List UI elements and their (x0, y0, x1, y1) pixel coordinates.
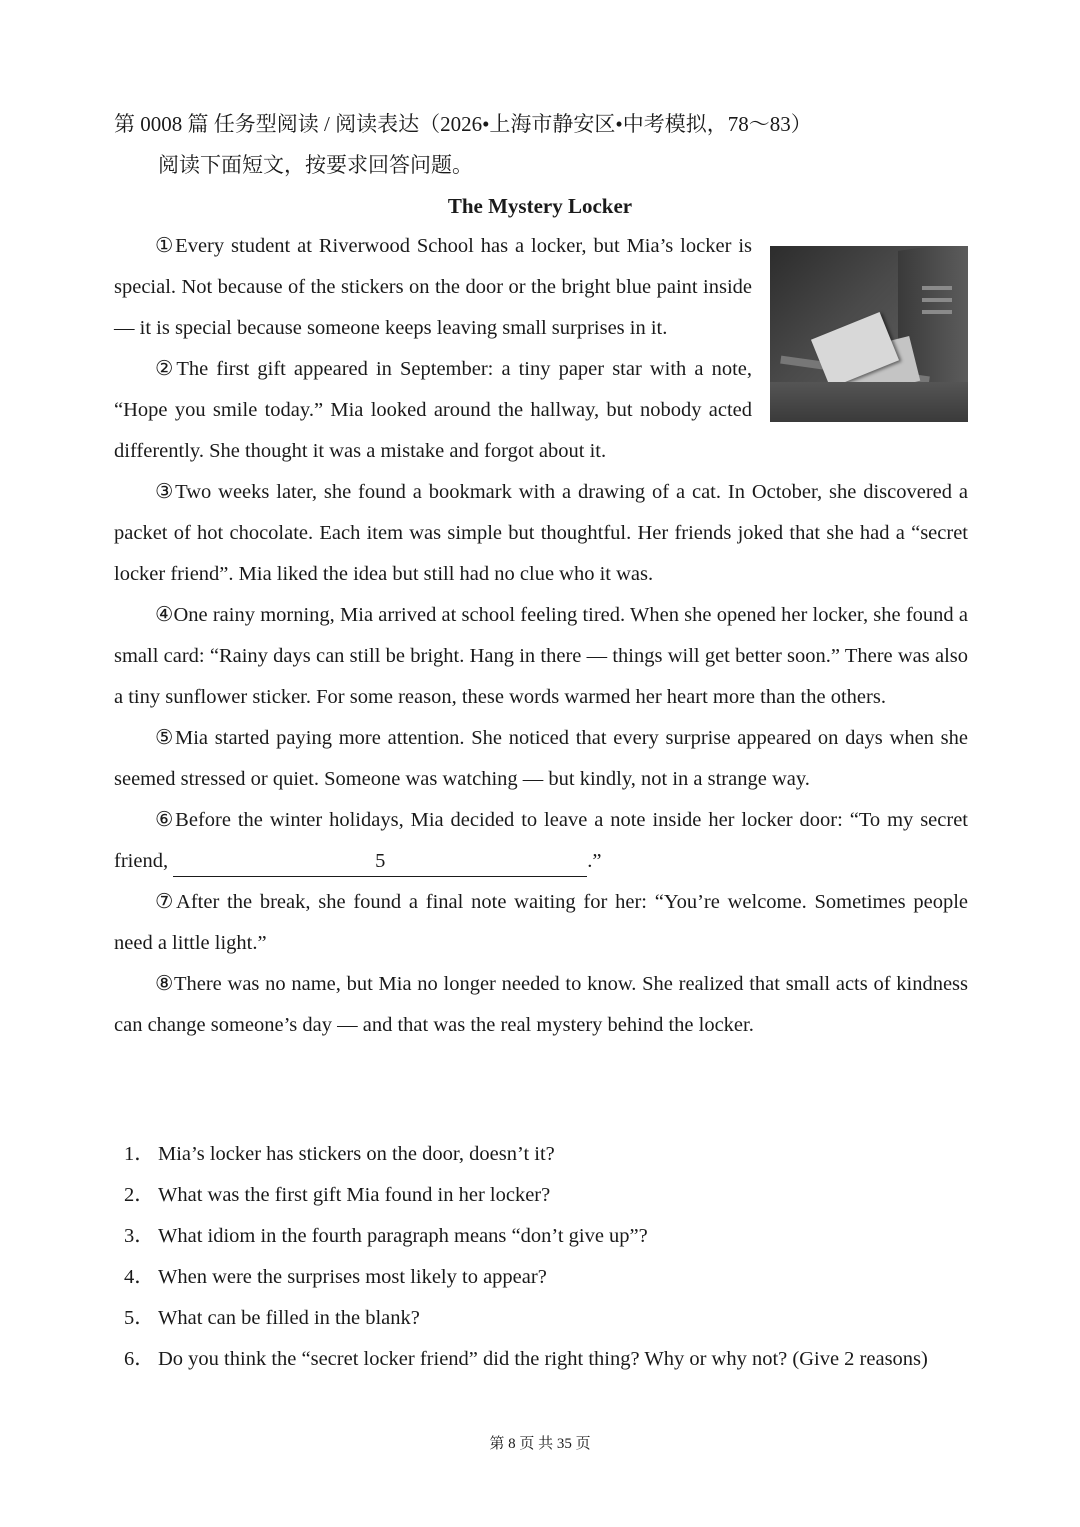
paragraph-4: ④One rainy morning, Mia arrived at school feeling tired. When she opened her locker, she found a small card: “Rainy days can still be bright. Hang in there — things will get better soon.” There was also a tiny sunflower sticker. For some reason, these words warmed her heart more than the others. (114, 604, 968, 708)
exercise-header: 第 0008 篇 任务型阅读 / 阅读表达（2026•上海市静安区•中考模拟，78～83） (114, 112, 812, 136)
paragraph-6: ⑥Before the winter holidays, Mia decided to leave a note inside her locker door: “To my secret friend, 5 .” (114, 800, 968, 882)
question-list (124, 1134, 974, 1380)
question-item: 6． Do you think the “secret locker friend” did the right thing? Why or why not? (Give 2 reasons) (124, 1348, 928, 1370)
paragraph-7: ⑦After the break, she found a final note waiting for her: “You’re welcome. Sometimes people need a little light.” (114, 891, 968, 954)
paragraph-5: ⑤Mia started paying more attention. She noticed that every surprise appeared on days when she seemed stressed or quiet. Someone was watching — but kindly, not in a strange way. (114, 727, 968, 790)
question-item: 4． When were the surprises most likely to appear? (124, 1266, 547, 1288)
question-item: 1． Mia’s locker has stickers on the door, doesn’t it? (124, 1143, 555, 1165)
paragraph-1: ①Every student at Riverwood School has a locker, but Mia’s locker is special. Not because of the stickers on the door or the bright blue paint inside — it is special because someone keeps leaving small surprises in it. (114, 226, 968, 349)
fill-in-blank: 5 (173, 846, 587, 877)
paragraph-2: ②The first gift appeared in September: a tiny paper star with a note, “Hope you smile today.” Mia looked around the hallway, but nobody acted differently. She thought it was a mistake and forgot about it. (114, 358, 752, 462)
instruction-text: 阅读下面短文，按要求回答问题。 (158, 153, 473, 177)
article-title: The Mystery Locker (447, 194, 633, 218)
question-item: 5． What can be filled in the blank? (124, 1307, 420, 1329)
question-item: 2． What was the first gift Mia found in her locker? (124, 1184, 551, 1206)
paragraph-3: ③Two weeks later, she found a bookmark with a drawing of a cat. In October, she discovered a packet of hot chocolate. Each item was simple but thoughtful. Her friends joked that she had a “secret locker friend”. Mia liked the idea but still had no clue who it was. (114, 481, 968, 585)
page-number: 第 8 页 共 35 页 (489, 1436, 591, 1452)
paragraph-8: ⑧There was no name, but Mia no longer needed to know. She realized that small acts of kindness can change someone’s day — and that was the real mystery behind the locker. (114, 973, 968, 1036)
question-item: 3． What idiom in the fourth paragraph means “don’t give up”? (124, 1225, 648, 1247)
article-passage (114, 226, 968, 1046)
locker-photo (770, 246, 968, 422)
